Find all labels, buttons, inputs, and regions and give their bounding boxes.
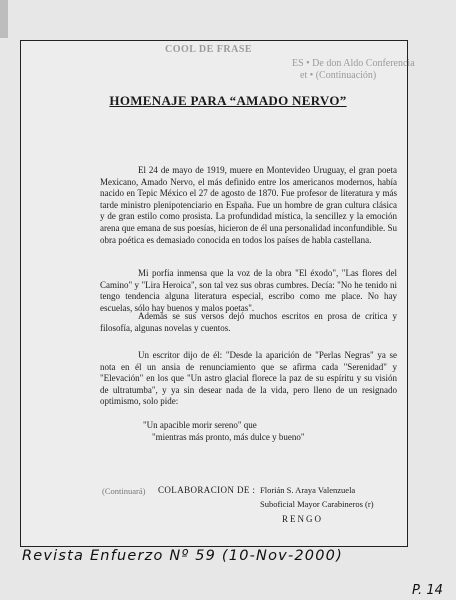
- paragraph-2: Mi porfía inmensa que la voz de la obra "El éxodo", "Las flores del Camino" y "Lira Heroica", son tal vez sus obras cumbres. Decía: "No he tenido ni tengo tendencia alguna literatura especial, escribo como me place. No hay escuelas, sólo hay buenos y malos poetas".: [100, 268, 397, 313]
- paragraph-3: Además se sus versos dejó muchos escritos en prosa de crítica y filosofía, algunas novelas y cuentos.: [100, 311, 397, 333]
- scan-edge-shadow: [0, 0, 8, 38]
- bleed-through-line-2: et • (Continuación): [300, 70, 377, 81]
- credit-place: RENGO: [282, 514, 323, 524]
- paragraph-4: Un escritor dijo de él: "Desde la aparición de "Perlas Negras" ya se nota en él un ansia de renunciamiento que se afirma cada "Serenidad" y "Elevación" en los que "Un astro glacial florece la paz de su espíritu y su visión de ultratumba", y ya sin desear nada de la vida, pero lleno de un resignado optimismo, solo pide:: [100, 350, 397, 407]
- credit-author-name: Florián S. Araya Valenzuela: [260, 485, 356, 495]
- bleed-through-header: COOL DE FRASE: [165, 44, 253, 55]
- quote-line-2: "mientras más pronto, más dulce y bueno": [152, 432, 305, 442]
- handwritten-source-note: Revista Enfuerzo Nº 59 (10-Nov-2000): [22, 548, 343, 564]
- credit-label: COLABORACION DE :: [158, 485, 256, 495]
- continua-note: (Continuará): [102, 486, 146, 496]
- quote-line-1: "Un apacible morir sereno" que: [143, 420, 257, 430]
- credit-author-rank: Suboficial Mayor Carabineros (r): [260, 499, 374, 509]
- paragraph-1: El 24 de mayo de 1919, muere en Montevideo Uruguay, el gran poeta Mexicano, Amado Nervo, el más definido entre los americanos modernos, había nacido en Tepic México el 27 de agosto de 1870. Fue profesor de literatura y más tarde ministro plenipotenciario en España. Fue un hombre de gran cultura clásica y de gran estilo como prosista. La profundidad mística, la sencillez y la emoción arena que emana de sus poesías, hicieron de él una personalidad inconfundible. Su obra poética es demasiado conocida en todos los países de habla castellana.: [100, 165, 397, 245]
- handwritten-page-number: P. 14: [412, 583, 443, 598]
- bleed-through-line-1: ES • De don Aldo Conferencia: [292, 58, 415, 69]
- article-title: HOMENAJE PARA “AMADO NERVO”: [109, 93, 347, 108]
